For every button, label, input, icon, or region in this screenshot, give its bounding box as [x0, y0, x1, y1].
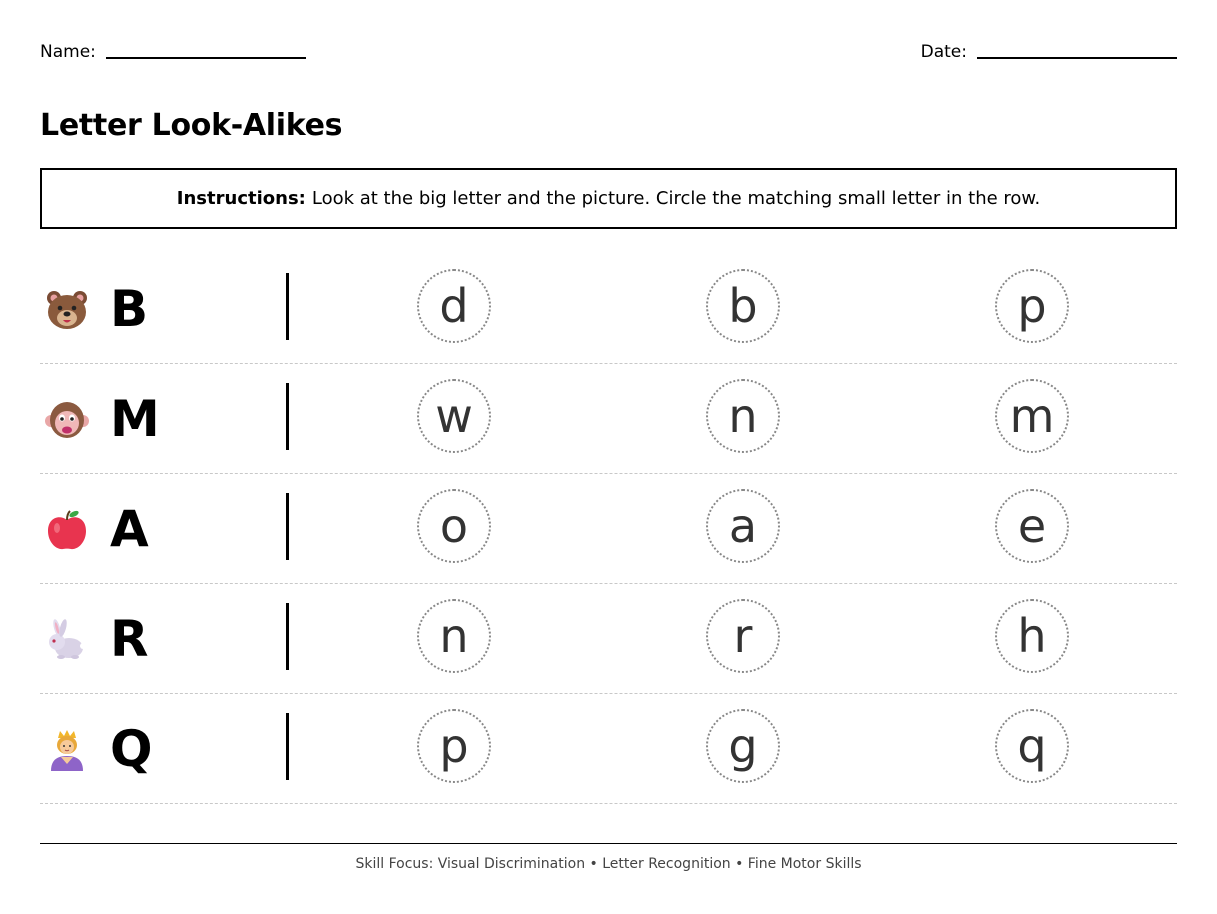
name-label: Name:: [40, 42, 96, 62]
row-divider: [286, 713, 289, 780]
choice-letter: o: [439, 499, 469, 553]
row-divider: [286, 273, 289, 340]
letter-choice[interactable]: [706, 379, 780, 453]
choice-letter: m: [1009, 389, 1055, 443]
choice-letter: p: [439, 719, 469, 773]
big-letter: B: [110, 280, 149, 338]
choice-letter: e: [1017, 499, 1047, 553]
letter-choice[interactable]: [995, 489, 1069, 563]
letter-choice[interactable]: [706, 269, 780, 343]
bear-face-icon: [45, 288, 89, 332]
instructions-box: [40, 168, 1177, 229]
footer-text: Skill Focus: Visual Discrimination • Letter Recognition • Fine Motor Skills: [355, 856, 862, 872]
letter-row: [40, 254, 1177, 364]
apple-icon: [45, 508, 89, 552]
letter-row: [40, 694, 1177, 804]
choice-letter: b: [728, 279, 758, 333]
instructions-heading: Instructions:: [176, 188, 306, 209]
letter-rows: [40, 254, 1177, 804]
letter-choice[interactable]: [706, 489, 780, 563]
name-field: [40, 40, 306, 64]
letter-choice[interactable]: [706, 599, 780, 673]
letter-choice[interactable]: [417, 269, 491, 343]
choice-letter: n: [728, 389, 758, 443]
letter-choice[interactable]: [995, 379, 1069, 453]
choice-letter: g: [728, 719, 758, 773]
rabbit-icon: [45, 618, 89, 662]
monkey-face-icon: [45, 398, 89, 442]
letter-choice[interactable]: [417, 379, 491, 453]
footer-divider: [40, 843, 1177, 844]
letter-choice[interactable]: [995, 599, 1069, 673]
letter-choice[interactable]: [417, 599, 491, 673]
date-line: [977, 57, 1177, 59]
row-divider: [286, 493, 289, 560]
choice-letter: h: [1017, 609, 1047, 663]
letter-row: [40, 364, 1177, 474]
letter-choice[interactable]: [995, 269, 1069, 343]
row-divider: [286, 603, 289, 670]
choice-letter: a: [728, 499, 758, 553]
date-field: [921, 40, 1177, 64]
queen-icon: [45, 728, 89, 772]
big-letter: A: [110, 500, 149, 558]
letter-choice[interactable]: [706, 709, 780, 783]
date-label: Date:: [920, 42, 967, 62]
choice-letter: p: [1017, 279, 1047, 333]
choice-letter: q: [1017, 719, 1047, 773]
instructions-text: Look at the big letter and the picture. Circle the matching small letter in the row.: [311, 188, 1041, 209]
choice-letter: n: [439, 609, 469, 663]
letter-choice[interactable]: [417, 709, 491, 783]
choice-letter: r: [733, 609, 753, 663]
choice-letter: d: [439, 279, 469, 333]
page-title: Letter Look-Alikes: [40, 108, 343, 143]
big-letter: R: [110, 610, 149, 668]
letter-row: [40, 474, 1177, 584]
row-divider: [286, 383, 289, 450]
name-line: [106, 57, 306, 59]
letter-choice[interactable]: [417, 489, 491, 563]
choice-letter: w: [435, 389, 473, 443]
letter-row: [40, 584, 1177, 694]
letter-choice[interactable]: [995, 709, 1069, 783]
big-letter: Q: [110, 720, 153, 778]
header: [40, 40, 1177, 64]
big-letter: M: [110, 390, 160, 448]
